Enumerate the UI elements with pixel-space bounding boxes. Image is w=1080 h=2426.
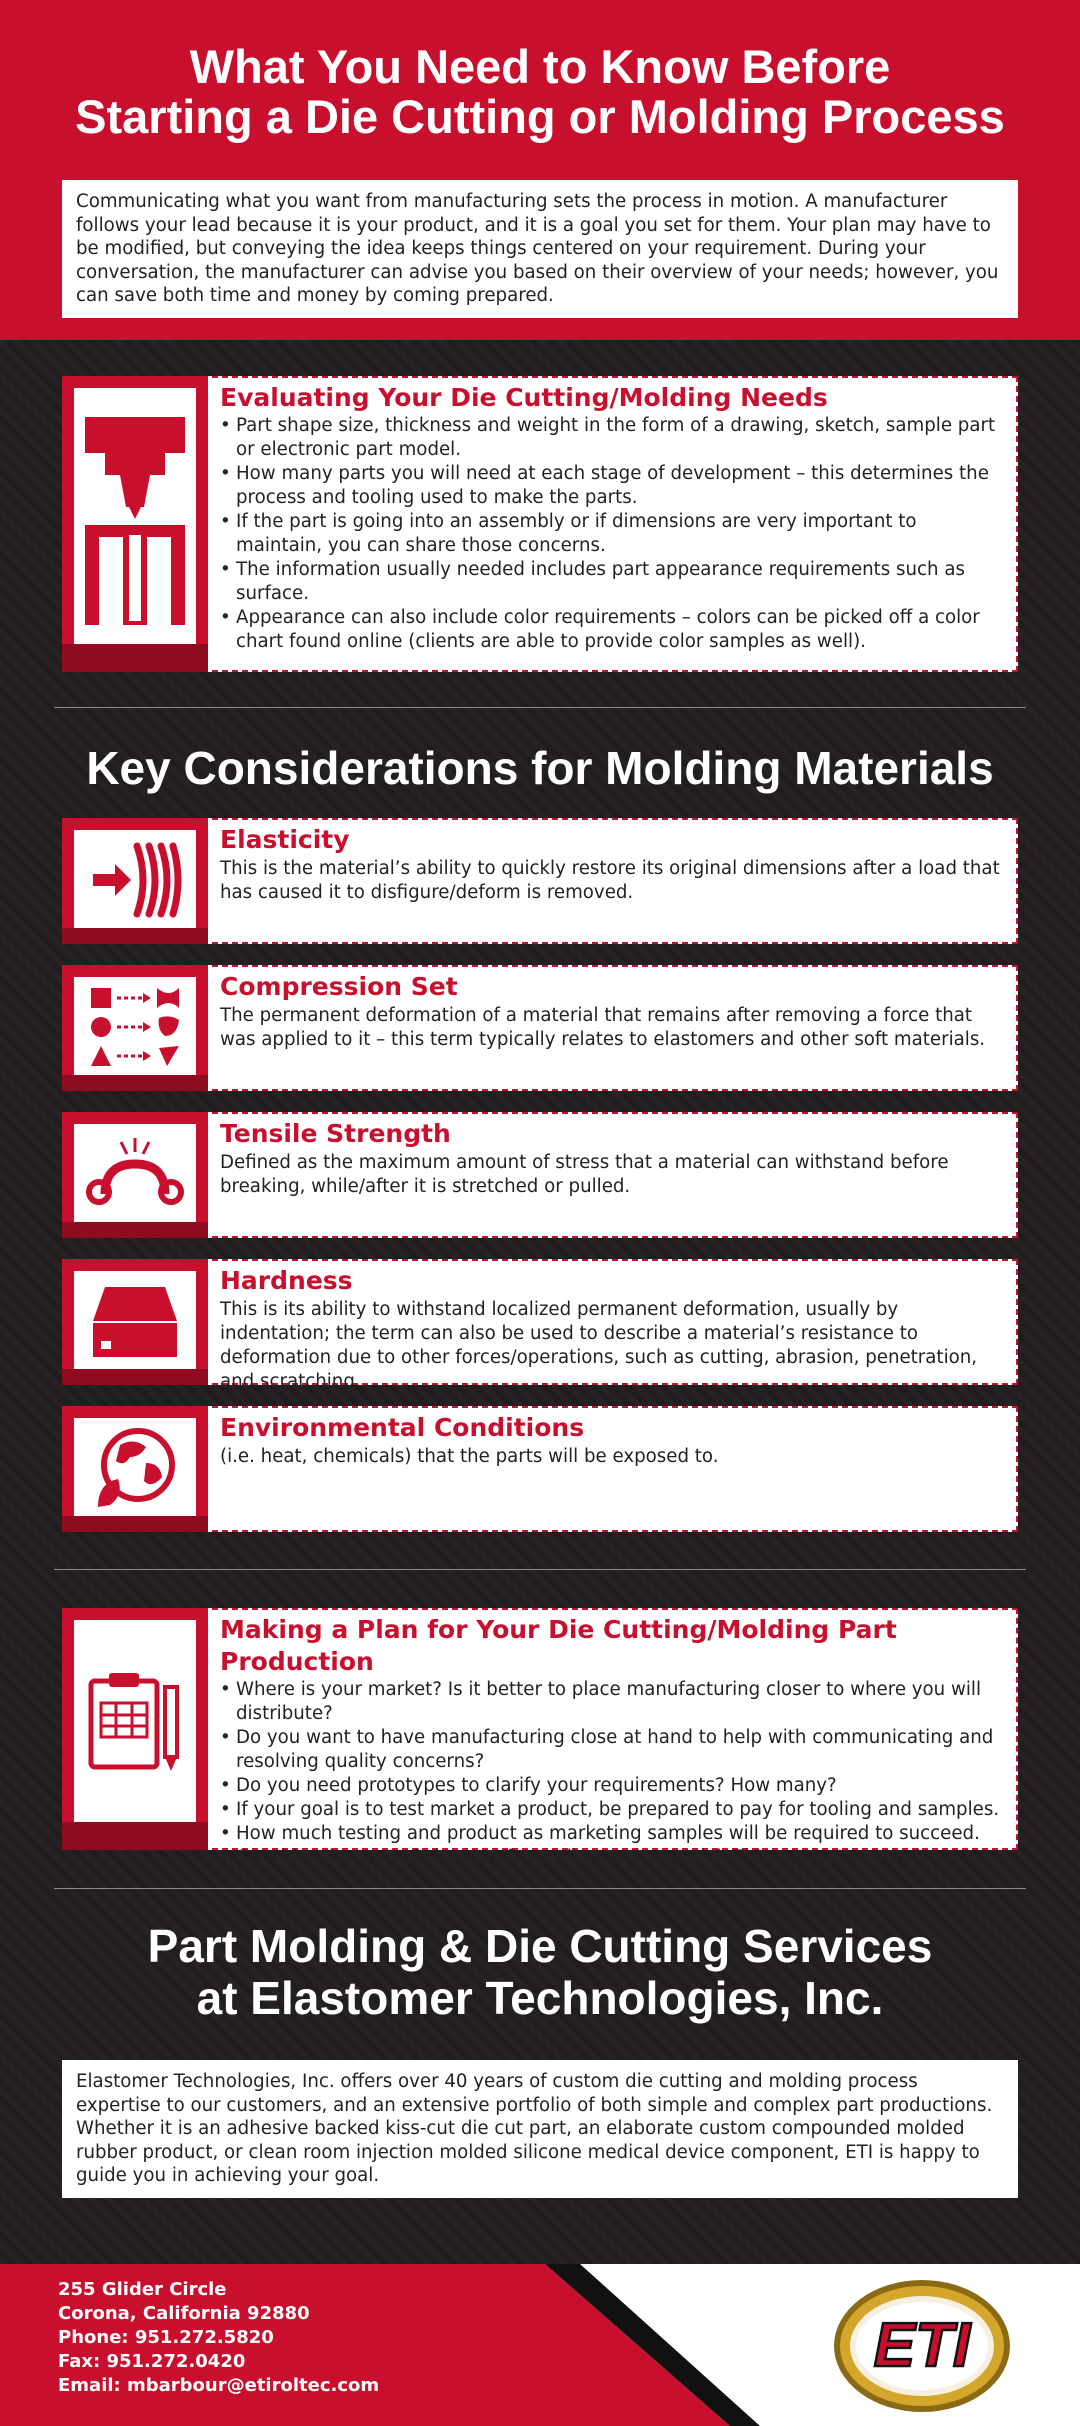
compression-set-text: The permanent deformation of a material that remains after removing a force that was applied to it – this term typically relates to elastomers and other soft materials. — [220, 1005, 986, 1050]
fax-number: Fax: 951.272.0420 — [58, 2351, 246, 2372]
evaluating-title: Evaluating Your Die Cutting/Molding Needs — [220, 383, 828, 412]
phone-number: Phone: 951.272.5820 — [58, 2327, 274, 2348]
list-item: • Part shape size, thickness and weight in the form of a drawing, sketch, sample part or electronic part model. — [220, 414, 1008, 462]
list-item: • If the part is going into an assembly or if dimensions are very important to maintain, you can share those concerns. — [220, 510, 1008, 558]
icon-panel — [62, 1406, 208, 1532]
considerations-title: Key Considerations for Molding Materials — [86, 742, 994, 794]
plan-list — [220, 1678, 1008, 1870]
elasticity-icon — [87, 840, 183, 920]
elasticity-title: Elasticity — [220, 825, 350, 854]
list-item: • The information usually needed includes part appearance requirements such as surface. — [220, 558, 1008, 606]
compression-icon — [87, 984, 183, 1070]
elasticity-card — [62, 818, 1018, 944]
services-title — [0, 1920, 1080, 2024]
icon-panel — [62, 1259, 208, 1385]
hardness-title: Hardness — [220, 1266, 353, 1295]
hardness-icon — [87, 1281, 183, 1361]
footer — [0, 2264, 1080, 2426]
divider — [54, 707, 1026, 708]
evaluating-list — [220, 414, 1008, 654]
divider — [54, 1888, 1026, 1889]
title-line-2: Starting a Die Cutting or Molding Process — [75, 90, 1005, 143]
plan-title: Making a Plan for Your Die Cutting/Molding Part Production — [220, 1615, 897, 1676]
email-link[interactable]: Email: mbarbour@etiroltec.com — [58, 2375, 380, 2396]
globe-icon — [90, 1423, 180, 1513]
tensile-strength-card — [62, 1112, 1018, 1238]
icon-panel — [62, 818, 208, 944]
page-title — [0, 42, 1080, 142]
list-item: • Do you need prototypes to clarify your requirements? How many? — [220, 1774, 1008, 1798]
divider — [54, 1569, 1026, 1570]
services-title-line-1: Part Molding & Die Cutting Services — [147, 1920, 933, 1972]
icon-panel — [62, 376, 208, 672]
elasticity-text: This is the material’s ability to quickly restore its original dimensions after a load that has caused it to disfigure/deform is removed. — [220, 858, 1000, 903]
clipboard-icon — [85, 1667, 185, 1777]
intro-text: Communicating what you want from manufacturing sets the process in motion. A manufacturer follows your lead because it is your product, and it is a goal you set for them. Your plan may have to be modified, but conveying the idea keeps things centered on your requirement. During your conversation, the manufacturer can advise you based on their overview of your needs; however, you can save both time and money by coming prepared. — [62, 180, 1018, 318]
evaluating-card — [62, 376, 1018, 672]
environmental-card — [62, 1406, 1018, 1532]
tensile-strength-title: Tensile Strength — [220, 1119, 451, 1148]
compression-set-title: Compression Set — [220, 972, 458, 1001]
list-item: • How many parts you will need at each stage of development – this determines the process and tooling used to make the parts. — [220, 462, 1008, 510]
list-item: • How much testing and product as marketing samples will be required to succeed. — [220, 1822, 1008, 1846]
list-item: • Where is your market? Is it better to place manufacturing closer to where you will distribute? — [220, 1678, 1008, 1726]
tensile-icon — [85, 1134, 185, 1214]
list-item: • Do you want to have manufacturing close at hand to help with communicating and resolving quality concerns? — [220, 1726, 1008, 1774]
services-title-line-2: at Elastomer Technologies, Inc. — [196, 1972, 884, 2024]
address-line-1: 255 Glider Circle — [58, 2279, 227, 2300]
hardness-card — [62, 1259, 1018, 1392]
list-item: • Appearance can also include color requirements – colors can be picked off a color chart found online (clients are able to provide color samples as well). — [220, 606, 1008, 654]
hardness-text: This is its ability to withstand localized permanent deformation, usually by indentation; the term can also be used to describe a material’s resistance to deformation due to other forces/operations, such as cutting, abrasion, penetration, and scratching. — [220, 1299, 978, 1392]
icon-panel — [62, 965, 208, 1091]
plan-card — [62, 1608, 1018, 1868]
die-press-icon — [80, 407, 190, 627]
icon-panel — [62, 1608, 208, 1850]
list-item: • If your goal is to test market a product, be prepared to pay for tooling and samples. — [220, 1798, 1008, 1822]
header-banner — [0, 0, 1080, 340]
environmental-text: (i.e. heat, chemicals) that the parts will be exposed to. — [220, 1446, 719, 1467]
title-line-1: What You Need to Know Before — [189, 40, 891, 93]
icon-panel — [62, 1112, 208, 1238]
address-line-2: Corona, California 92880 — [58, 2303, 310, 2324]
tensile-strength-text: Defined as the maximum amount of stress that a material can withstand before breaking, while/after it is stretched or pulled. — [220, 1152, 949, 1197]
environmental-title: Environmental Conditions — [220, 1413, 585, 1442]
eti-logo — [832, 2276, 1012, 2416]
list-item: • Consider the cost of changes for tooling and material. This can get expensive. — [220, 1846, 1008, 1870]
compression-set-card — [62, 965, 1018, 1091]
contact-info — [58, 2278, 379, 2398]
services-text: Elastomer Technologies, Inc. offers over 40 years of custom die cutting and molding process expertise to our customers, and an extensive portfolio of both simple and complex part productions. Whether it is an adhesive backed kiss-cut die cut part, an elaborate custom compounded molded rubber product, or clean room injection molded silicone medical device component, ETI is happy to guide you in achieving your goal. — [62, 2060, 1018, 2198]
logo-text: ETI — [873, 2311, 971, 2380]
